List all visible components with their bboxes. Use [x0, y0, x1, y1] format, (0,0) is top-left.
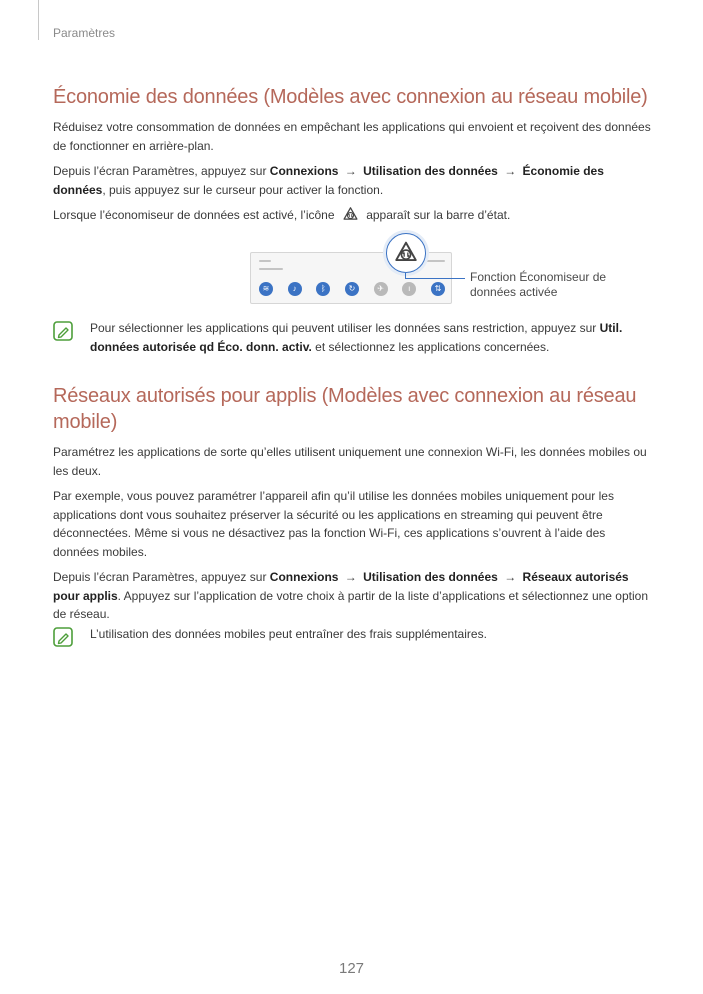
allowed-networks-intro: Paramétrez les applications de sorte qu’elles utilisent uniquement une connexion Wi-Fi, les données mobiles ou les deux. [53, 445, 647, 478]
data-saver-section [53, 84, 653, 236]
wifi-icon: ≋ [259, 282, 273, 296]
path-connexions: Connexions [269, 164, 339, 178]
callout-label: Fonction Économiseur de données activée [470, 270, 607, 299]
allowed-networks-section [53, 383, 653, 631]
path-data-usage: Utilisation des données [363, 570, 498, 584]
quick-settings-row [259, 282, 445, 296]
steps-suffix: , puis appuyez sur le curseur pour activer la fonction. [102, 182, 384, 197]
path-connexions: Connexions [269, 570, 339, 584]
arrow-icon: → [344, 570, 357, 584]
data-saver-indicator [53, 206, 653, 229]
note-icon [53, 321, 73, 341]
bluetooth-icon: ᛒ [316, 282, 330, 296]
indicator-suffix: apparaît sur la barre d’état. [366, 208, 511, 222]
mobile-data-icon: ⇅ [431, 282, 445, 296]
steps-prefix: Depuis l’écran Paramètres, appuyez sur [53, 164, 267, 178]
allowed-networks-steps [53, 568, 653, 624]
airplane-icon: ✈ [374, 282, 388, 296]
path-data-usage: Utilisation des données [363, 164, 498, 178]
data-saver-icon [342, 206, 359, 229]
note-icon [53, 627, 73, 647]
sound-icon: ♪ [288, 282, 302, 296]
arrow-icon: → [504, 164, 517, 178]
page-number: 127 [338, 960, 365, 977]
note-text [90, 319, 653, 356]
path-allowed-networks: Réseaux autorisés pour applis [53, 570, 629, 603]
note-suffix: et sélectionnez les applications concernées. [315, 339, 550, 354]
arrow-icon: → [344, 164, 357, 178]
data-saver-icon [393, 240, 419, 266]
path-data-saver: Économie des données [53, 164, 604, 197]
arrow-icon: → [504, 570, 517, 584]
note-text: L’utilisation des données mobiles peut entraîner des frais supplémentaires. [90, 627, 487, 641]
section-label: Paramètres [53, 26, 116, 40]
data-saver-steps [53, 162, 653, 199]
allowed-networks-title: Réseaux autorisés pour applis (Modèles avec connexion au réseau mobile) [53, 385, 637, 433]
steps-suffix: . Appuyez sur l’application de votre choix à partir de la liste d’applications et sélectionnez une option de réseau. [53, 588, 648, 621]
note-box [53, 625, 653, 644]
auto-rotate-icon: ↻ [345, 282, 359, 296]
data-saver-intro: Réduisez votre consommation de données en empêchant les applications qui envoient et reçoivent des données de fonctionner en arrière-plan. [53, 120, 651, 153]
note-box [53, 319, 653, 356]
allowed-networks-example: Par exemple, vous pouvez paramétrer l’appareil afin qu’il utilise les données mobiles uniquement pour les applications dont vous souhaitez préserver la sécurité ou les applications en streaming qui peuvent être déconnectées. Même si vous ne désactivez pas la fonction Wi-Fi, ces applications s’ouvrent à l’aide des données mobiles. [53, 489, 614, 559]
flashlight-icon: ı [402, 282, 416, 296]
data-saver-zoom [386, 233, 426, 273]
quick-panel-figure [250, 233, 620, 305]
header-rule [38, 0, 39, 40]
steps-prefix: Depuis l’écran Paramètres, appuyez sur [53, 570, 267, 584]
note-setting-label: Util. données autorisée qd Éco. donn. activ. [90, 321, 623, 354]
callout-line [405, 278, 465, 279]
indicator-prefix: Lorsque l’économiseur de données est activé, l’icône [53, 208, 335, 222]
note-prefix: Pour sélectionner les applications qui peuvent utiliser les données sans restriction, appuyez sur [90, 321, 597, 335]
data-saver-title: Économie des données (Modèles avec connexion au réseau mobile) [53, 86, 648, 108]
